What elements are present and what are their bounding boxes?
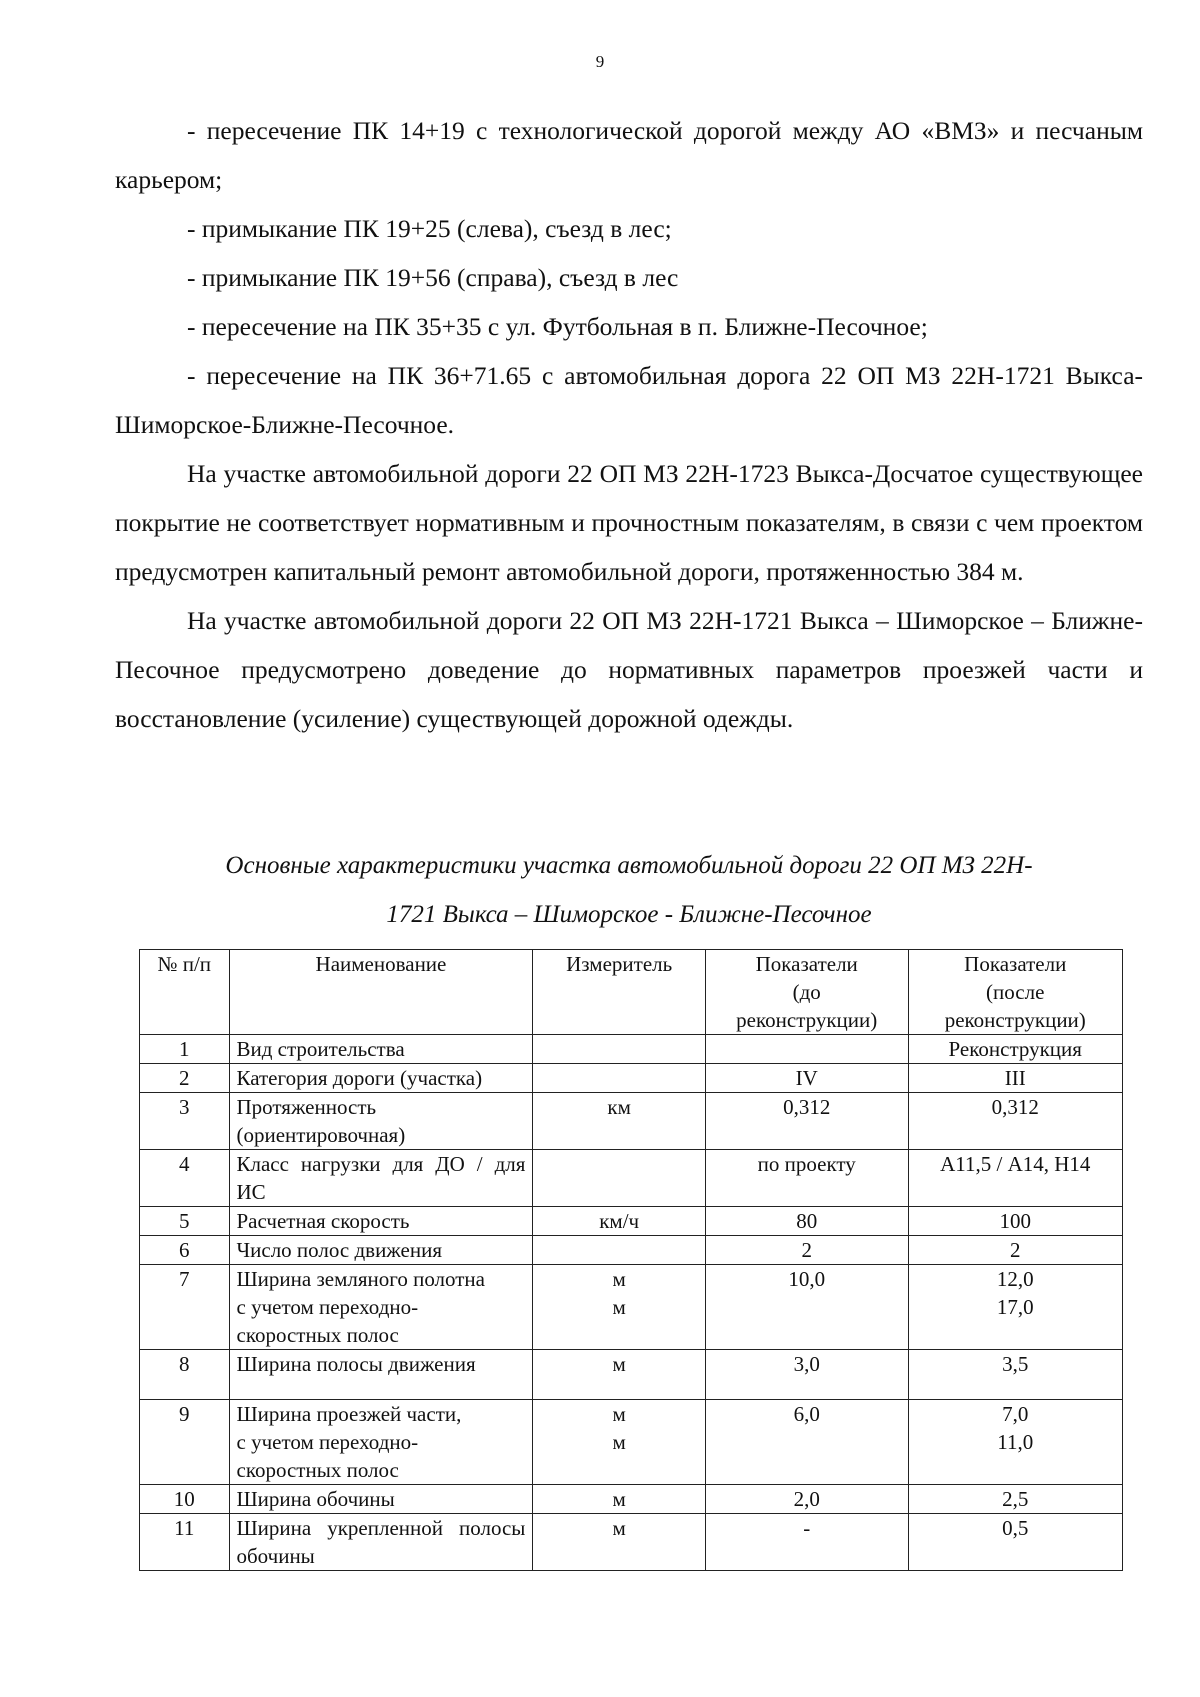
cell-before: 6,0 [705, 1400, 908, 1485]
cell-after: 3,5 [908, 1350, 1123, 1400]
table-row [140, 1150, 1123, 1207]
cell-num: 3 [140, 1093, 230, 1150]
cell-after-line: 17,0 [996, 1295, 1034, 1319]
header-name: Наименование [229, 950, 533, 1035]
cell-num: 10 [140, 1485, 230, 1514]
cell-unit-line: м [612, 1295, 626, 1319]
cell-unit-line: м [612, 1430, 626, 1454]
cell-after: 2 [908, 1236, 1123, 1265]
table-caption [115, 841, 1143, 939]
cell-name-line: (ориентировочная) [236, 1123, 406, 1147]
cell-after-line: 11,0 [997, 1430, 1034, 1454]
page-number: 9 [595, 52, 605, 71]
header-before-line: реконструкции) [736, 1008, 878, 1032]
table-row [140, 1514, 1123, 1571]
cell-unit: км/ч [533, 1207, 706, 1236]
cell-unit-line: м [612, 1402, 626, 1426]
cell-after [908, 1400, 1123, 1485]
cell-name: Ширина полосы движения [229, 1350, 533, 1400]
cell-num: 7 [140, 1265, 230, 1350]
cell-after-line: 7,0 [1002, 1402, 1029, 1426]
cell-name: Расчетная скорость [229, 1207, 533, 1236]
header-before [705, 950, 908, 1035]
cell-unit [533, 1265, 706, 1350]
paragraph-junction-pk19-25: - примыкание ПК 19+25 (слева), съезд в лес; [187, 214, 672, 243]
header-unit: Измеритель [533, 950, 706, 1035]
cell-after-line: 12,0 [996, 1267, 1034, 1291]
cell-after: 2,5 [908, 1485, 1123, 1514]
paragraph-crossing-pk36: - пересечение на ПК 36+71.65 с автомобильная дорога 22 ОП МЗ 22Н-1721 Выкса-Шиморское-Ближне-Песочное. [115, 361, 1143, 439]
cell-num: 5 [140, 1207, 230, 1236]
cell-unit [533, 1150, 706, 1207]
cell-name-line: Ширина земляного полотна [236, 1267, 485, 1291]
cell-name: Вид строительства [229, 1035, 533, 1064]
cell-before: IV [705, 1064, 908, 1093]
cell-name-line: скоростных полос [236, 1458, 399, 1482]
cell-after: 100 [908, 1207, 1123, 1236]
header-before-line: Показатели [755, 952, 858, 976]
table-row [140, 1035, 1123, 1064]
paragraph-junction-pk19-56: - примыкание ПК 19+56 (справа), съезд в лес [187, 263, 679, 292]
cell-before: 2,0 [705, 1485, 908, 1514]
cell-before: по проекту [705, 1150, 908, 1207]
cell-num: 8 [140, 1350, 230, 1400]
cell-unit [533, 1064, 706, 1093]
cell-after: 0,5 [908, 1514, 1123, 1571]
cell-name: Класс нагрузки для ДО / для ИС [229, 1150, 533, 1207]
table-row [140, 1093, 1123, 1150]
cell-before: - [705, 1514, 908, 1571]
cell-name-line: скоростных полос [236, 1323, 399, 1347]
cell-name-line: с учетом переходно- [236, 1430, 419, 1454]
cell-after: Реконструкция [908, 1035, 1123, 1064]
cell-num: 11 [140, 1514, 230, 1571]
cell-num: 6 [140, 1236, 230, 1265]
cell-unit: км [533, 1093, 706, 1150]
cell-before: 2 [705, 1236, 908, 1265]
cell-name-line: Ширина проезжей части, [236, 1402, 462, 1426]
header-after-line: Показатели [964, 952, 1067, 976]
characteristics-table [139, 949, 1123, 1571]
cell-name: Ширина обочины [229, 1485, 533, 1514]
header-num: № п/п [140, 950, 230, 1035]
cell-name [229, 1093, 533, 1150]
header-after-line: (после [986, 980, 1045, 1004]
cell-name-line: с учетом переходно- [236, 1295, 419, 1319]
caption-line-2: 1721 Выкса – Шиморское - Ближне-Песочное [386, 901, 872, 928]
cell-unit: м [533, 1485, 706, 1514]
cell-num: 4 [140, 1150, 230, 1207]
cell-name: Число полос движения [229, 1236, 533, 1265]
cell-unit-line: м [612, 1267, 626, 1291]
cell-unit: м [533, 1514, 706, 1571]
cell-name-line: Протяженность [236, 1095, 377, 1119]
cell-after [908, 1265, 1123, 1350]
cell-unit [533, 1035, 706, 1064]
cell-after: III [908, 1064, 1123, 1093]
body-text [115, 106, 1143, 743]
table-header-row [140, 950, 1123, 1035]
table-row [140, 1207, 1123, 1236]
cell-num: 9 [140, 1400, 230, 1485]
cell-before: 3,0 [705, 1350, 908, 1400]
caption-line-1: Основные характеристики участка автомобильной дороги 22 ОП МЗ 22Н- [225, 852, 1033, 879]
cell-num: 2 [140, 1064, 230, 1093]
cell-name [229, 1400, 533, 1485]
cell-num: 1 [140, 1035, 230, 1064]
table-row [140, 1236, 1123, 1265]
table-row [140, 1485, 1123, 1514]
cell-before [705, 1035, 908, 1064]
table-row [140, 1265, 1123, 1350]
cell-name: Категория дороги (участка) [229, 1064, 533, 1093]
cell-after: А11,5 / А14, Н14 [908, 1150, 1123, 1207]
paragraph-road-1721: На участке автомобильной дороги 22 ОП МЗ 22Н-1721 Выкса – Шиморское – Ближне-Песочное предусмотрено доведение до нормативных параметров проезжей части и восстановление (усиление) существующей дорожной одежды. [115, 606, 1143, 733]
header-after-line: реконструкции) [944, 1008, 1086, 1032]
cell-after: 0,312 [908, 1093, 1123, 1150]
cell-before: 0,312 [705, 1093, 908, 1150]
table-row [140, 1400, 1123, 1485]
cell-before: 80 [705, 1207, 908, 1236]
header-after [908, 950, 1123, 1035]
paragraph-road-1723: На участке автомобильной дороги 22 ОП МЗ 22Н-1723 Выкса-Досчатое существующее покрытие не соответствует нормативным и прочностным показателям, в связи с чем проектом предусмотрен капитальный ремонт автомобильной дороги, протяженностью 384 м. [115, 459, 1143, 586]
cell-before: 10,0 [705, 1265, 908, 1350]
cell-unit: м [533, 1350, 706, 1400]
cell-unit [533, 1400, 706, 1485]
cell-name: Ширина укрепленной полосы обочины [229, 1514, 533, 1571]
table-row [140, 1350, 1123, 1400]
paragraph-crossing-pk35: - пересечение на ПК 35+35 с ул. Футбольная в п. Ближне-Песочное; [187, 312, 928, 341]
cell-name [229, 1265, 533, 1350]
paragraph-crossing-pk14: - пересечение ПК 14+19 с технологической дорогой между АО «ВМЗ» и песчаным карьером; [115, 116, 1143, 194]
table-row [140, 1064, 1123, 1093]
header-before-line: (до [792, 980, 821, 1004]
cell-unit [533, 1236, 706, 1265]
